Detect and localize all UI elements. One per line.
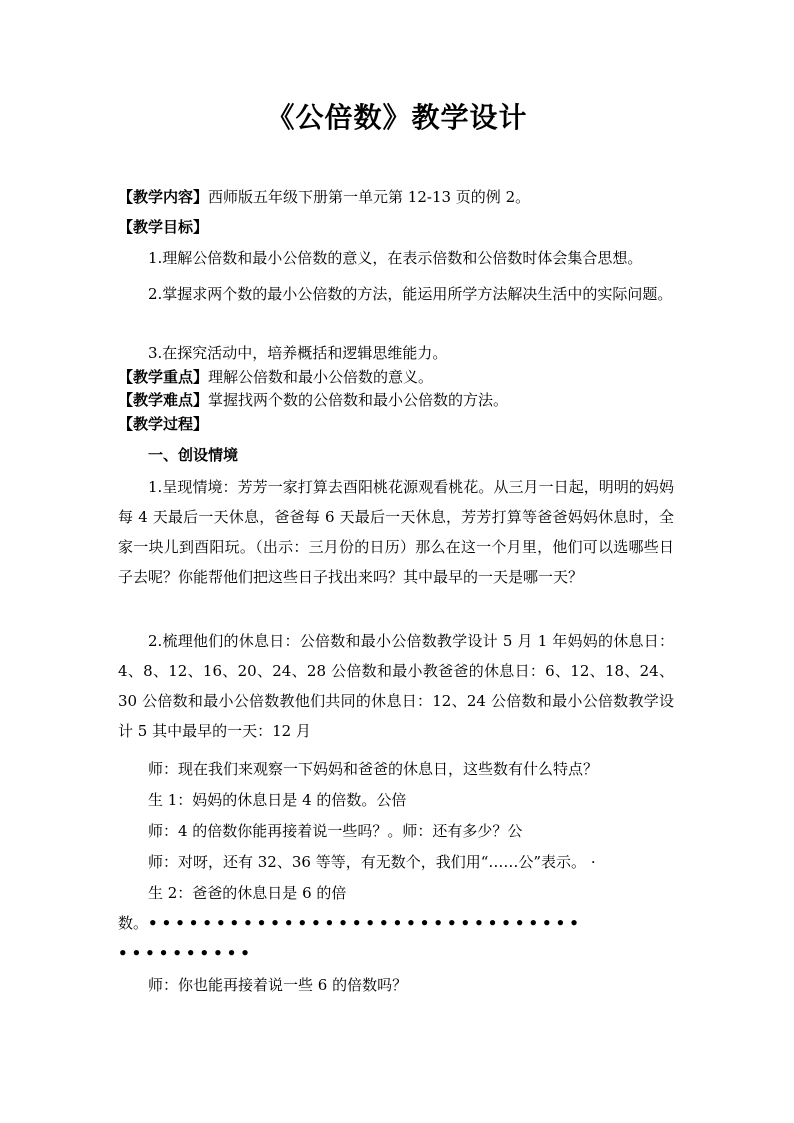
teaching-content-text: 西师版五年级下册第一单元第 12-13 页的例 2。 bbox=[208, 188, 531, 206]
dots-row: •••••••••••••••••••••••••••••••• bbox=[148, 914, 583, 932]
dialogue-line-6: 师：你也能再接着说一些 6 的倍数吗？ bbox=[148, 976, 408, 994]
difficulty bbox=[118, 389, 678, 411]
difficulty-label: 【教学难点】 bbox=[118, 391, 209, 409]
dots-line-2: •••••••••• bbox=[118, 944, 254, 962]
dialogue-line-3: 师：4 的倍数你能再接着说一些吗？。师：还有多少？公 bbox=[148, 822, 523, 840]
page-title: 《公倍数》教学设计 bbox=[266, 101, 528, 134]
process-paragraph-1: 1.呈现情境：芳芳一家打算去酉阳桃花源观看桃花。从三月一日起，明明的妈妈每 4 天最后一天休息，爸爸每 6 天最后一天休息，芳芳打算等爸爸妈妈休息时，全家一块儿到酉阳玩。（出示：三月份的日历）那么在这一个月里，他们可以选哪些日子去呢？你能帮他们把这些日子找出来吗？其中最早的一天是哪一天？ bbox=[118, 478, 674, 586]
dialogue-line-5: 生 2：爸爸的休息日是 6 的倍 bbox=[148, 884, 347, 902]
key-point-label: 【教学重点】 bbox=[118, 368, 209, 386]
dialogue-line-2: 生 1：妈妈的休息日是 4 的倍数。公倍 bbox=[148, 791, 407, 809]
process-paragraph-2: 2.梳理他们的休息日：公倍数和最小公倍数教学设计 5 月 1 年妈妈的休息日：4、8、12、16、20、24、28 公倍数和最小教爸爸的休息日：6、12、18、24、30 公倍数和最小公倍数教他们共同的休息日：12、24 公倍数和最小公倍数教学设计 5 其中最早的一天：12 月 bbox=[118, 632, 674, 740]
dots-line-prefix: 数。 bbox=[118, 914, 149, 932]
process-label: 【教学过程】 bbox=[118, 415, 209, 433]
teaching-goals-label: 【教学目标】 bbox=[118, 218, 209, 236]
dialogue-line-1: 师：现在我们来观察一下妈妈和爸爸的休息日，这些数有什么特点？ bbox=[148, 760, 599, 778]
teaching-content bbox=[118, 186, 678, 208]
goal-item-1: 1.理解公倍数和最小公倍数的意义，在表示倍数和公倍数时体会集合思想。 bbox=[148, 249, 643, 267]
section-heading: 一、创设情境 bbox=[148, 446, 239, 464]
difficulty-text: 掌握找两个数的公倍数和最小公倍数的方法。 bbox=[208, 391, 509, 409]
dialogue-line-4: 师：对呀，还有 32、36 等等，有无数个，我们用“……公”表示。 · bbox=[148, 853, 596, 871]
key-point bbox=[118, 366, 678, 388]
dots-line-1 bbox=[118, 912, 583, 934]
teaching-content-label: 【教学内容】 bbox=[118, 188, 209, 206]
goal-item-2: 2.掌握求两个数的最小公倍数的方法，能运用所学方法解决生活中的实际问题。 bbox=[148, 285, 673, 303]
goal-item-3: 3.在探究活动中，培养概括和逻辑思维能力。 bbox=[148, 344, 448, 362]
key-point-text: 理解公倍数和最小公倍数的意义。 bbox=[208, 368, 434, 386]
